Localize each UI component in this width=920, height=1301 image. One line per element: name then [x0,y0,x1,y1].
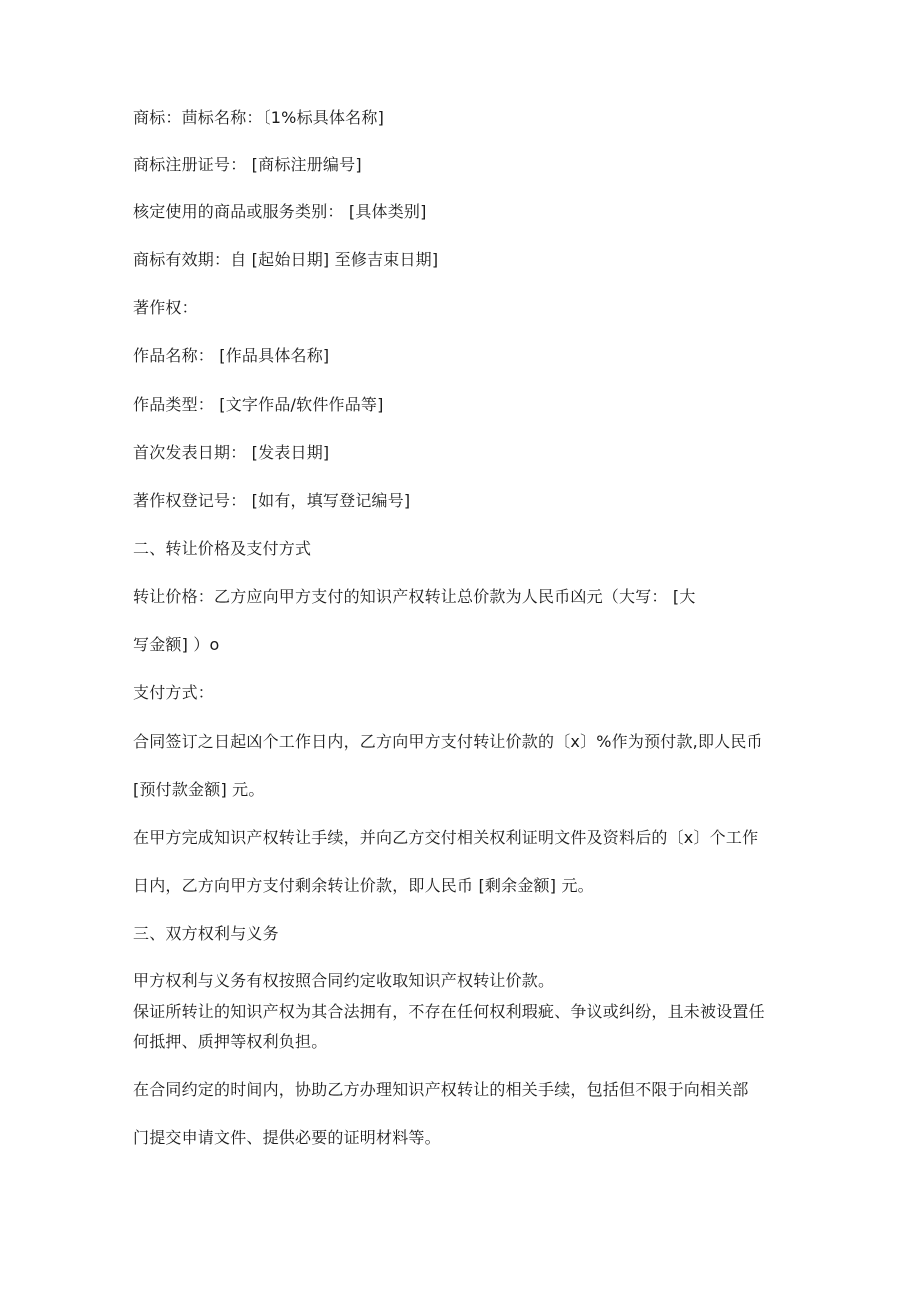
copyright-registration-number-line: 著作权登记号： [如有，填写登记编号] [133,491,411,510]
trademark-name-line: 商标：茴标名称：〔1%标具体名称] [133,108,385,127]
prepayment-line-2: [预付款金额] 元。 [133,780,265,799]
assistance-line-2: 门提交申请文件、提供必要的证明材料等。 [133,1128,441,1147]
section-2-heading: 二、转让价格及支付方式 [133,539,312,558]
work-type-line: 作品类型： [文字作品/软件作品等] [133,395,384,414]
transfer-price-line-2: 写金额] ）o [133,635,220,654]
balance-payment-line-1: 在甲方完成知识产权转让手续，并向乙方交付相关权利证明文件及资料后的〔x〕个工作 [133,828,759,847]
trademark-registration-number-line: 商标注册证号： [商标注册编号] [133,155,362,174]
trademark-validity-line: 商标有效期：自 [起始日期] 至修吉束日期] [133,250,439,269]
work-name-line: 作品名称： [作品具体名称] [133,346,330,365]
payment-method-heading: 支付方式： [133,683,215,702]
transfer-price-line-1: 转让价格：乙方应向甲方支付的知识产权转让总价款为人民币凶元（大写： [大 [133,587,696,606]
balance-payment-line-2: 日内，乙方向甲方支付剩余转让价款，即人民币 [剩余金额] 元。 [133,876,594,895]
assistance-line-1: 在合同约定的时间内，协助乙方办理知识产权转让的相关手续，包括但不限于向相关部 [133,1080,749,1099]
warranty-line-1: 保证所转让的知识产权为其合法拥有，不存在任何权利瑕疵、争议或纠纷，且未被设置任 [133,1002,765,1021]
prepayment-line-1: 合同签订之日起凶个工作日内，乙方向甲方支付转让价款的〔x〕%作为预付款,即人民币 [133,732,763,751]
copyright-heading: 著作权： [133,298,198,317]
section-3-heading: 三、双方权利与义务 [133,924,279,943]
approved-goods-category-line: 核定使用的商品或服务类别： [具体类别] [133,202,427,221]
first-publication-date-line: 首次发表日期： [发表日期] [133,443,330,462]
party-a-rights-line: 甲方权利与义务有权按照合同约定收取知识产权转让价款。 [133,971,555,990]
warranty-line-2: 何抵押、质押等权利负担。 [133,1032,328,1051]
